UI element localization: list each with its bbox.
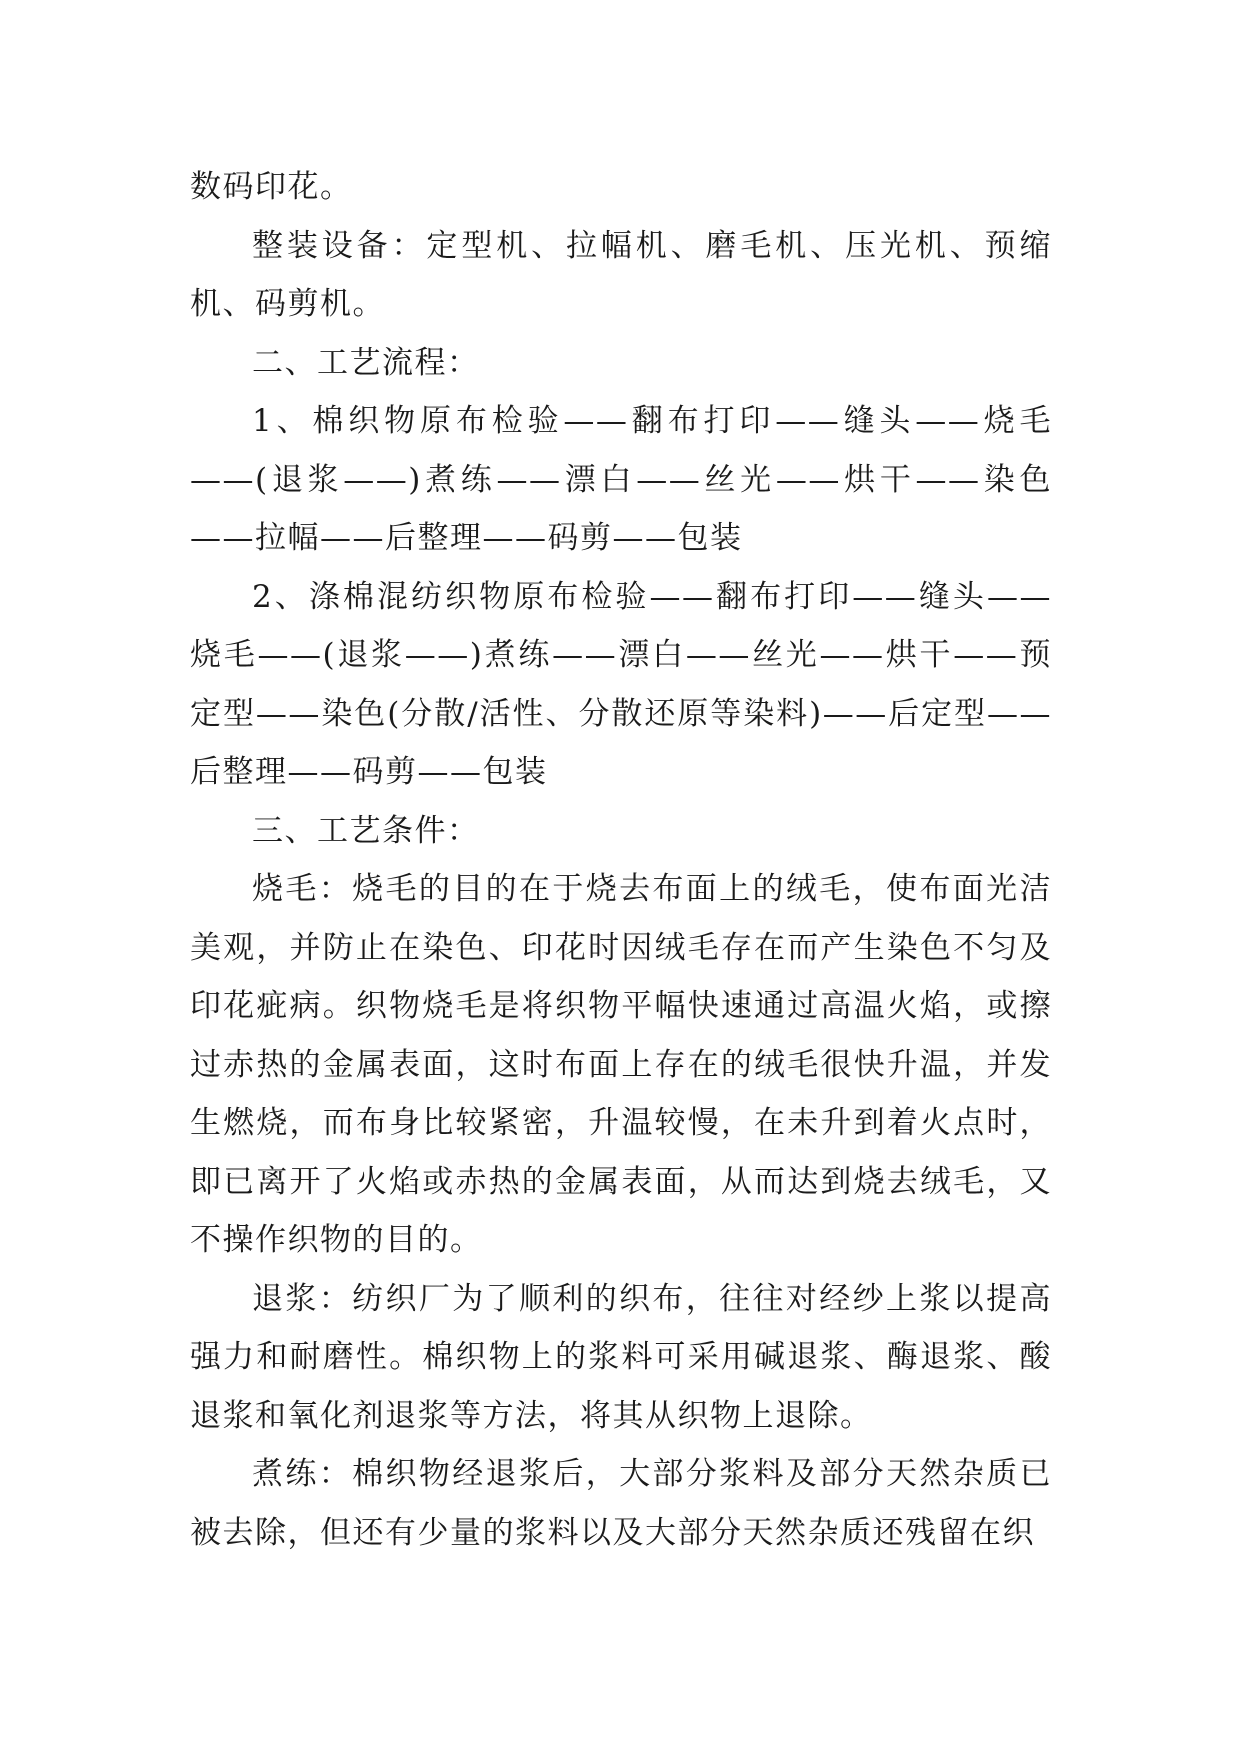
paragraph-finishing-equipment: 整装设备：定型机、拉幅机、磨毛机、压光机、预缩机、码剪机。 — [190, 227, 1052, 322]
document-body — [190, 158, 1052, 1562]
section-heading-process-conditions: 三、工艺条件： — [252, 812, 480, 849]
paragraph-scouring: 煮练：棉织物经退浆后，大部分浆料及部分天然杂质已被去除，但还有少量的浆料以及大部分天然杂质还残留在织 — [190, 1456, 1052, 1551]
paragraph-blend-process: 2、涤棉混纺织物原布检验——翻布打印——缝头——烧毛——(退浆——)煮练——漂白——丝光——烘干——预定型——染色(分散/活性、分散还原等染料)——后定型——后整理——码剪——包装 — [190, 578, 1052, 790]
paragraph-cotton-process: 1、棉织物原布检验——翻布打印——缝头——烧毛——(退浆——)煮练——漂白——丝光——烘干——染色——拉幅——后整理——码剪——包装 — [190, 403, 1052, 556]
section-heading-process-flow: 二、工艺流程： — [252, 344, 480, 381]
paragraph-singeing: 烧毛：烧毛的目的在于烧去布面上的绒毛，使布面光洁美观，并防止在染色、印花时因绒毛存在而产生染色不匀及印花疵病。织物烧毛是将织物平幅快速通过高温火焰，或擦过赤热的金属表面，这时布面上存在的绒毛很快升温，并发生燃烧，而布身比较紧密，升温较慢，在未升到着火点时，即已离开了火焰或赤热的金属表面，从而达到烧去绒毛，又不操作织物的目的。 — [190, 871, 1052, 1258]
paragraph-intro-continuation: 数码印花。 — [190, 169, 353, 205]
paragraph-desizing: 退浆：纺织厂为了顺利的织布，往往对经纱上浆以提高强力和耐磨性。棉织物上的浆料可采用碱退浆、酶退浆、酸退浆和氧化剂退浆等方法，将其从织物上退除。 — [190, 1280, 1052, 1434]
